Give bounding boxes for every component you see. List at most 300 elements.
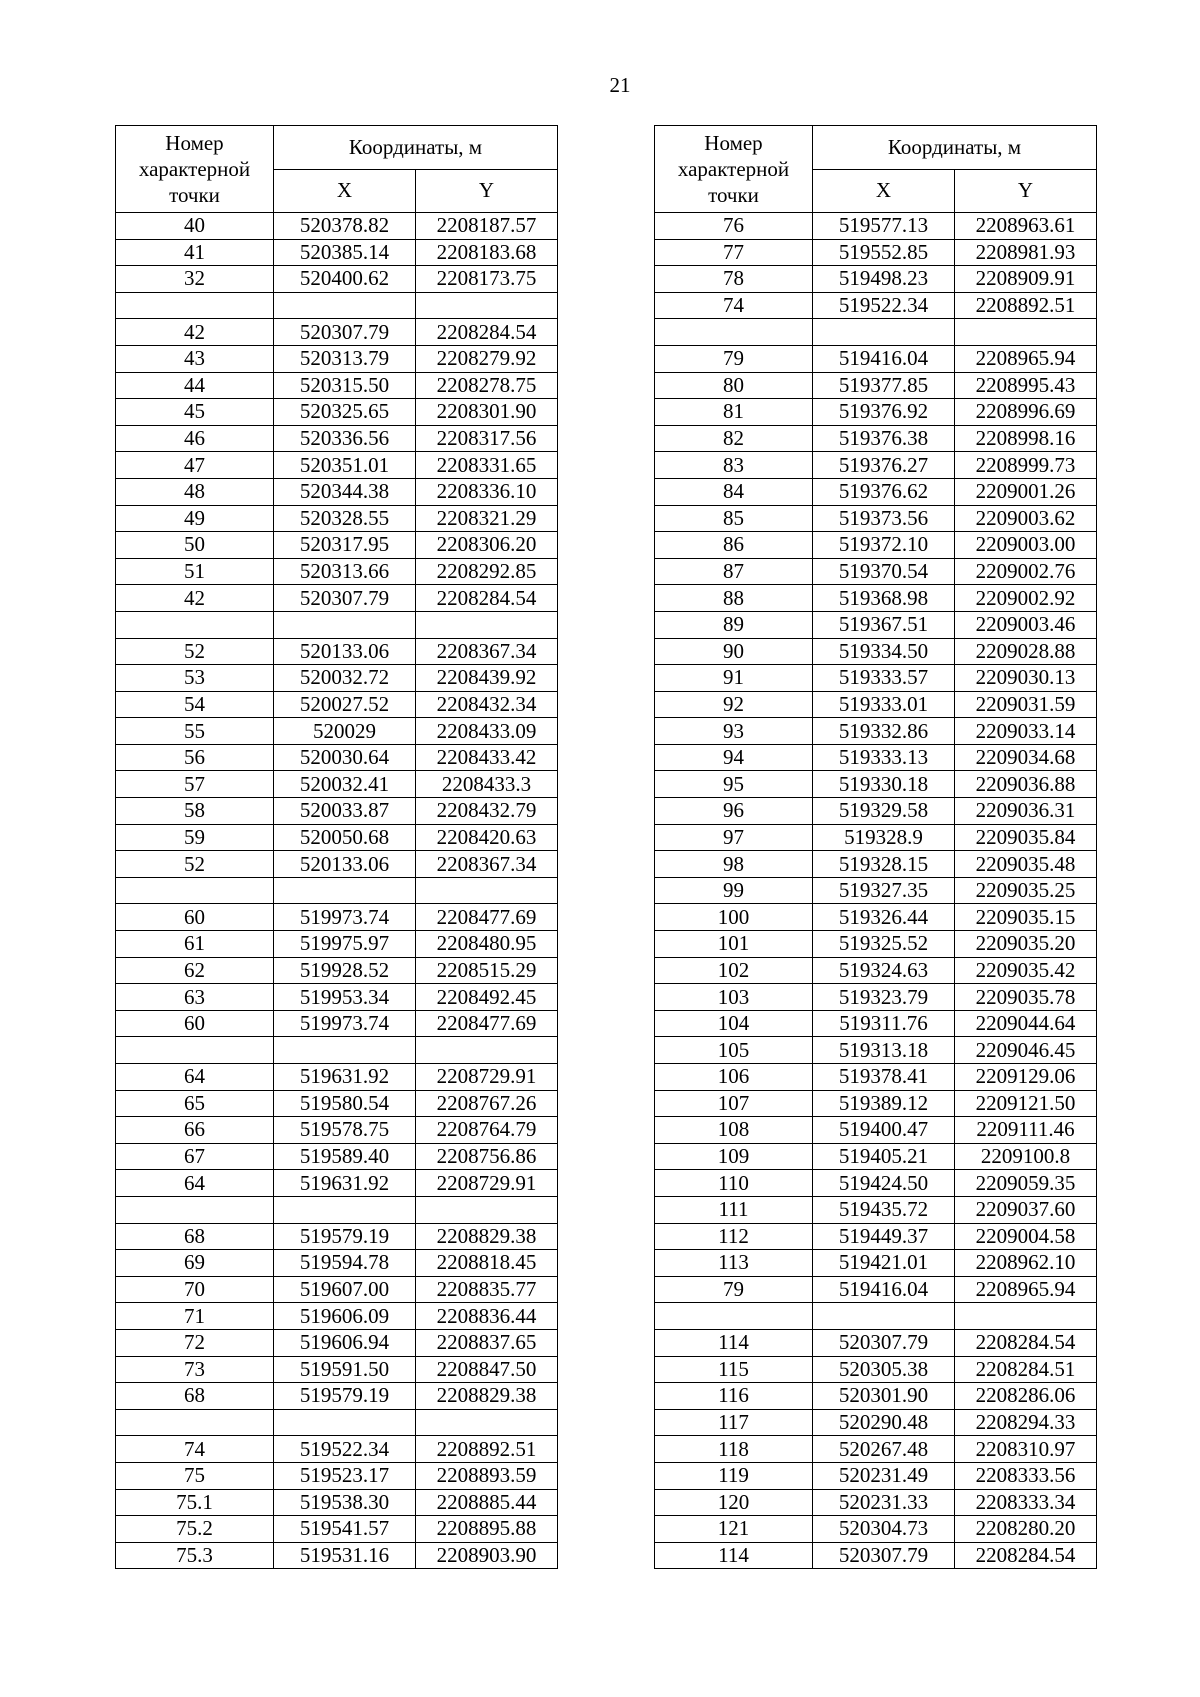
x-coordinate-cell: 519325.52	[813, 931, 955, 958]
table-row	[655, 1436, 1097, 1463]
table-row	[116, 691, 558, 718]
table-row	[116, 1303, 558, 1330]
y-coordinate-cell: 2209035.20	[955, 931, 1097, 958]
x-coordinate-cell: 520307.79	[274, 585, 416, 612]
x-coordinate-cell: 519449.37	[813, 1223, 955, 1250]
y-coordinate-cell: 2208367.34	[416, 638, 558, 665]
table-row	[116, 1383, 558, 1410]
x-coordinate-cell: 519373.56	[813, 505, 955, 532]
y-coordinate-cell: 2208963.61	[955, 213, 1097, 240]
point-number-cell: 118	[655, 1436, 813, 1463]
x-coordinate-cell: 519552.85	[813, 239, 955, 266]
x-coordinate-cell	[274, 1196, 416, 1223]
table-row	[116, 798, 558, 825]
y-coordinate-cell: 2209004.58	[955, 1223, 1097, 1250]
point-number-cell	[655, 319, 813, 346]
y-coordinate-cell: 2209035.25	[955, 877, 1097, 904]
point-number-header	[655, 126, 813, 213]
point-number-cell: 121	[655, 1516, 813, 1543]
y-coordinate-cell: 2208909.91	[955, 266, 1097, 293]
table-row	[655, 585, 1097, 612]
x-coordinate-cell: 519523.17	[274, 1462, 416, 1489]
table-row	[655, 1383, 1097, 1410]
table-row	[655, 532, 1097, 559]
point-number-cell: 60	[116, 1010, 274, 1037]
y-coordinate-cell: 2208492.45	[416, 984, 558, 1011]
y-coordinate-cell: 2208965.94	[955, 1276, 1097, 1303]
point-number-cell: 101	[655, 931, 813, 958]
y-coordinate-cell: 2208432.79	[416, 798, 558, 825]
table-row	[116, 957, 558, 984]
x-coordinate-cell: 520290.48	[813, 1409, 955, 1436]
point-number-cell: 108	[655, 1117, 813, 1144]
table-row-separator	[116, 1196, 558, 1223]
table-row	[655, 558, 1097, 585]
point-number-cell: 66	[116, 1117, 274, 1144]
y-coordinate-cell: 2208321.29	[416, 505, 558, 532]
y-coordinate-cell: 2209100.8	[955, 1143, 1097, 1170]
y-coordinate-cell: 2208892.51	[416, 1436, 558, 1463]
x-coordinate-cell: 519522.34	[274, 1436, 416, 1463]
x-coordinate-cell: 519376.62	[813, 478, 955, 505]
table-body-left	[116, 213, 558, 1569]
x-coordinate-cell: 519367.51	[813, 611, 955, 638]
point-number-header-label: Номер характерной точки	[138, 131, 251, 207]
y-coordinate-cell: 2208284.54	[416, 585, 558, 612]
x-coordinate-cell: 519313.18	[813, 1037, 955, 1064]
y-coordinate-cell: 2208829.38	[416, 1383, 558, 1410]
point-number-cell: 112	[655, 1223, 813, 1250]
point-number-cell: 53	[116, 665, 274, 692]
table-row-separator	[116, 292, 558, 319]
point-number-cell: 114	[655, 1329, 813, 1356]
table-row	[116, 1117, 558, 1144]
x-coordinate-cell: 520313.79	[274, 345, 416, 372]
coordinates-table-right	[654, 125, 1097, 1569]
x-coordinate-cell	[813, 1303, 955, 1330]
table-row	[116, 638, 558, 665]
table-row	[116, 1516, 558, 1543]
x-coordinate-cell: 519424.50	[813, 1170, 955, 1197]
x-coordinate-cell: 520231.33	[813, 1489, 955, 1516]
table-row	[655, 824, 1097, 851]
table-row	[116, 1329, 558, 1356]
point-number-cell: 43	[116, 345, 274, 372]
point-number-cell: 42	[116, 319, 274, 346]
x-coordinate-cell: 520032.72	[274, 665, 416, 692]
table-row	[655, 984, 1097, 1011]
y-coordinate-cell: 2208981.93	[955, 239, 1097, 266]
y-coordinate-cell: 2208279.92	[416, 345, 558, 372]
table-row	[116, 1010, 558, 1037]
point-number-cell	[116, 1196, 274, 1223]
table-row	[116, 851, 558, 878]
y-coordinate-cell: 2208892.51	[955, 292, 1097, 319]
x-coordinate-cell: 519333.13	[813, 744, 955, 771]
x-coordinate-cell: 519591.50	[274, 1356, 416, 1383]
y-coordinate-cell: 2208995.43	[955, 372, 1097, 399]
x-coordinate-cell: 519580.54	[274, 1090, 416, 1117]
x-coordinate-cell: 519416.04	[813, 345, 955, 372]
y-coordinate-cell: 2209035.42	[955, 957, 1097, 984]
point-number-cell: 78	[655, 266, 813, 293]
table-row-separator	[655, 319, 1097, 346]
x-coordinate-cell: 519370.54	[813, 558, 955, 585]
y-coordinate-cell: 2209035.48	[955, 851, 1097, 878]
point-number-cell: 32	[116, 266, 274, 293]
x-coordinate-cell: 519389.12	[813, 1090, 955, 1117]
x-coordinate-cell: 519405.21	[813, 1143, 955, 1170]
point-number-cell: 65	[116, 1090, 274, 1117]
point-number-cell: 70	[116, 1276, 274, 1303]
x-coordinate-cell: 519606.09	[274, 1303, 416, 1330]
y-coordinate-cell: 2208173.75	[416, 266, 558, 293]
table-row	[655, 611, 1097, 638]
y-coordinate-cell	[416, 877, 558, 904]
x-coordinate-cell: 519541.57	[274, 1516, 416, 1543]
y-coordinate-cell: 2208333.56	[955, 1462, 1097, 1489]
x-coordinate-cell: 520317.95	[274, 532, 416, 559]
x-coordinate-cell: 520307.79	[274, 319, 416, 346]
y-coordinate-cell: 2208477.69	[416, 1010, 558, 1037]
point-number-cell: 40	[116, 213, 274, 240]
table-row	[655, 452, 1097, 479]
x-coordinate-cell: 519328.9	[813, 824, 955, 851]
x-coordinate-cell: 519498.23	[813, 266, 955, 293]
table-row	[116, 505, 558, 532]
x-coordinate-cell: 520305.38	[813, 1356, 955, 1383]
table-row	[655, 957, 1097, 984]
point-number-cell: 75	[116, 1462, 274, 1489]
point-number-cell: 42	[116, 585, 274, 612]
x-coordinate-cell: 520032.41	[274, 771, 416, 798]
table-row	[655, 1064, 1097, 1091]
point-number-cell: 92	[655, 691, 813, 718]
point-number-cell: 110	[655, 1170, 813, 1197]
point-number-cell: 41	[116, 239, 274, 266]
table-row	[116, 1462, 558, 1489]
x-coordinate-cell: 520231.49	[813, 1462, 955, 1489]
y-coordinate-cell: 2208183.68	[416, 239, 558, 266]
point-number-cell: 80	[655, 372, 813, 399]
point-number-header	[116, 126, 274, 213]
x-coordinate-cell: 519973.74	[274, 904, 416, 931]
x-coordinate-cell: 519328.15	[813, 851, 955, 878]
table-row	[655, 1329, 1097, 1356]
y-coordinate-cell: 2208477.69	[416, 904, 558, 931]
point-number-cell: 76	[655, 213, 813, 240]
point-number-cell: 81	[655, 399, 813, 426]
point-number-cell: 119	[655, 1462, 813, 1489]
table-row	[655, 478, 1097, 505]
point-number-cell: 120	[655, 1489, 813, 1516]
y-coordinate-cell: 2209033.14	[955, 718, 1097, 745]
y-coordinate-cell: 2209036.31	[955, 798, 1097, 825]
table-row	[655, 1143, 1097, 1170]
table-row	[655, 213, 1097, 240]
y-coordinate-cell: 2208301.90	[416, 399, 558, 426]
x-coordinate-cell: 519323.79	[813, 984, 955, 1011]
point-number-cell: 57	[116, 771, 274, 798]
point-number-cell: 73	[116, 1356, 274, 1383]
x-coordinate-cell: 520385.14	[274, 239, 416, 266]
table-row	[655, 1010, 1097, 1037]
y-coordinate-cell	[416, 611, 558, 638]
x-coordinate-cell: 520315.50	[274, 372, 416, 399]
x-coordinate-cell: 519578.75	[274, 1117, 416, 1144]
point-number-cell: 97	[655, 824, 813, 851]
y-coordinate-cell: 2208433.09	[416, 718, 558, 745]
y-coordinate-cell: 2209003.46	[955, 611, 1097, 638]
point-number-cell: 67	[116, 1143, 274, 1170]
point-number-cell: 59	[116, 824, 274, 851]
point-number-cell: 95	[655, 771, 813, 798]
point-number-cell: 61	[116, 931, 274, 958]
coordinates-table-left	[115, 125, 558, 1569]
x-coordinate-cell	[274, 292, 416, 319]
x-coordinate-cell: 519522.34	[813, 292, 955, 319]
x-coordinate-cell: 519368.98	[813, 585, 955, 612]
x-coordinate-cell: 520050.68	[274, 824, 416, 851]
point-number-cell: 114	[655, 1542, 813, 1569]
point-number-cell: 62	[116, 957, 274, 984]
table-row	[116, 345, 558, 372]
table-row	[116, 239, 558, 266]
point-number-cell: 83	[655, 452, 813, 479]
x-coordinate-cell: 520267.48	[813, 1436, 955, 1463]
point-number-cell: 79	[655, 345, 813, 372]
y-coordinate-cell	[955, 1303, 1097, 1330]
y-coordinate-cell: 2208885.44	[416, 1489, 558, 1516]
point-number-cell: 56	[116, 744, 274, 771]
y-coordinate-cell: 2209059.35	[955, 1170, 1097, 1197]
table-row	[116, 904, 558, 931]
x-coordinate-cell: 519378.41	[813, 1064, 955, 1091]
table-row	[116, 1170, 558, 1197]
x-coordinate-cell: 520307.79	[813, 1542, 955, 1569]
y-coordinate-cell: 2208317.56	[416, 425, 558, 452]
y-coordinate-cell: 2208187.57	[416, 213, 558, 240]
x-coordinate-cell	[813, 319, 955, 346]
x-coordinate-cell: 519594.78	[274, 1250, 416, 1277]
y-coordinate-cell: 2208764.79	[416, 1117, 558, 1144]
x-coordinate-cell: 520328.55	[274, 505, 416, 532]
y-coordinate-cell: 2208767.26	[416, 1090, 558, 1117]
point-number-cell: 107	[655, 1090, 813, 1117]
table-row	[116, 1143, 558, 1170]
point-number-cell: 116	[655, 1383, 813, 1410]
point-number-cell: 88	[655, 585, 813, 612]
x-coordinate-cell: 519435.72	[813, 1196, 955, 1223]
table-row	[116, 1250, 558, 1277]
x-coordinate-cell: 520301.90	[813, 1383, 955, 1410]
point-number-cell: 104	[655, 1010, 813, 1037]
y-coordinate-cell: 2208306.20	[416, 532, 558, 559]
table-row	[655, 1090, 1097, 1117]
table-row	[116, 478, 558, 505]
x-coordinate-cell: 520029	[274, 718, 416, 745]
table-row	[655, 1223, 1097, 1250]
x-coordinate-cell	[274, 877, 416, 904]
y-coordinate-cell: 2208433.42	[416, 744, 558, 771]
x-coordinate-cell: 519953.34	[274, 984, 416, 1011]
y-coordinate-cell: 2208286.06	[955, 1383, 1097, 1410]
point-number-cell: 77	[655, 239, 813, 266]
x-coordinate-cell: 520344.38	[274, 478, 416, 505]
y-coordinate-cell: 2208284.51	[955, 1356, 1097, 1383]
table-row	[116, 425, 558, 452]
y-coordinate-cell: 2209035.15	[955, 904, 1097, 931]
x-coordinate-cell: 519579.19	[274, 1223, 416, 1250]
y-coordinate-cell: 2208965.94	[955, 345, 1097, 372]
point-number-cell: 91	[655, 665, 813, 692]
x-coordinate-cell: 519400.47	[813, 1117, 955, 1144]
x-coordinate-cell: 519311.76	[813, 1010, 955, 1037]
table-row	[655, 771, 1097, 798]
y-column-header: Y	[416, 169, 558, 213]
point-number-cell: 82	[655, 425, 813, 452]
y-coordinate-cell: 2209046.45	[955, 1037, 1097, 1064]
point-number-cell: 47	[116, 452, 274, 479]
x-coordinate-cell: 519376.92	[813, 399, 955, 426]
y-coordinate-cell: 2208439.92	[416, 665, 558, 692]
x-coordinate-cell: 519928.52	[274, 957, 416, 984]
table-row-separator	[116, 611, 558, 638]
point-number-cell: 75.3	[116, 1542, 274, 1569]
point-number-cell	[116, 1409, 274, 1436]
point-number-cell: 89	[655, 611, 813, 638]
point-number-cell: 63	[116, 984, 274, 1011]
point-number-cell: 54	[116, 691, 274, 718]
table-row	[655, 638, 1097, 665]
point-number-cell	[116, 1037, 274, 1064]
table-row	[655, 1356, 1097, 1383]
x-column-header: X	[813, 169, 955, 213]
point-number-cell: 117	[655, 1409, 813, 1436]
x-coordinate-cell: 519330.18	[813, 771, 955, 798]
y-coordinate-cell: 2209030.13	[955, 665, 1097, 692]
point-number-cell: 102	[655, 957, 813, 984]
y-coordinate-cell: 2208294.33	[955, 1409, 1097, 1436]
y-coordinate-cell: 2208829.38	[416, 1223, 558, 1250]
point-number-cell: 50	[116, 532, 274, 559]
y-coordinate-cell: 2208996.69	[955, 399, 1097, 426]
x-coordinate-cell: 519421.01	[813, 1250, 955, 1277]
y-coordinate-cell: 2208836.44	[416, 1303, 558, 1330]
table-row	[116, 558, 558, 585]
x-coordinate-cell: 519372.10	[813, 532, 955, 559]
table-row	[116, 1064, 558, 1091]
y-coordinate-cell	[955, 319, 1097, 346]
table-row	[116, 1090, 558, 1117]
y-coordinate-cell: 2208895.88	[416, 1516, 558, 1543]
table-row	[116, 585, 558, 612]
point-number-cell: 100	[655, 904, 813, 931]
x-coordinate-cell: 519334.50	[813, 638, 955, 665]
x-coordinate-cell: 520336.56	[274, 425, 416, 452]
y-coordinate-cell: 2208284.54	[416, 319, 558, 346]
x-coordinate-cell: 519332.86	[813, 718, 955, 745]
point-number-cell: 109	[655, 1143, 813, 1170]
x-coordinate-cell: 520033.87	[274, 798, 416, 825]
coordinates-header: Координаты, м	[274, 126, 558, 170]
point-number-cell: 68	[116, 1383, 274, 1410]
x-coordinate-cell: 520313.66	[274, 558, 416, 585]
point-number-cell: 75.1	[116, 1489, 274, 1516]
y-coordinate-cell: 2208998.16	[955, 425, 1097, 452]
table-row	[655, 718, 1097, 745]
table-row	[116, 718, 558, 745]
x-coordinate-cell: 520030.64	[274, 744, 416, 771]
y-coordinate-cell: 2208278.75	[416, 372, 558, 399]
point-number-cell: 44	[116, 372, 274, 399]
x-coordinate-cell: 520351.01	[274, 452, 416, 479]
x-coordinate-cell	[274, 1037, 416, 1064]
point-number-cell: 69	[116, 1250, 274, 1277]
x-coordinate-cell: 519377.85	[813, 372, 955, 399]
y-coordinate-cell: 2208331.65	[416, 452, 558, 479]
table-row	[655, 345, 1097, 372]
y-coordinate-cell: 2208310.97	[955, 1436, 1097, 1463]
table-row	[116, 1542, 558, 1569]
table-row	[116, 931, 558, 958]
y-coordinate-cell: 2208333.34	[955, 1489, 1097, 1516]
point-number-cell	[655, 1303, 813, 1330]
table-row	[116, 824, 558, 851]
y-coordinate-cell: 2208280.20	[955, 1516, 1097, 1543]
table-row	[655, 931, 1097, 958]
table-body-right	[655, 213, 1097, 1569]
point-number-cell: 106	[655, 1064, 813, 1091]
y-coordinate-cell: 2209003.62	[955, 505, 1097, 532]
table-row-separator	[116, 1409, 558, 1436]
table-row	[655, 1542, 1097, 1569]
table-row	[116, 771, 558, 798]
table-row	[116, 1223, 558, 1250]
y-coordinate-cell: 2208336.10	[416, 478, 558, 505]
y-coordinate-cell: 2209036.88	[955, 771, 1097, 798]
point-number-cell	[116, 292, 274, 319]
x-coordinate-cell: 520027.52	[274, 691, 416, 718]
point-number-cell: 51	[116, 558, 274, 585]
point-number-cell: 49	[116, 505, 274, 532]
point-number-cell: 87	[655, 558, 813, 585]
x-coordinate-cell: 520133.06	[274, 851, 416, 878]
y-coordinate-cell: 2208432.34	[416, 691, 558, 718]
point-number-cell: 75.2	[116, 1516, 274, 1543]
y-coordinate-cell: 2208962.10	[955, 1250, 1097, 1277]
table-row	[655, 1489, 1097, 1516]
x-coordinate-cell: 519329.58	[813, 798, 955, 825]
y-coordinate-cell: 2209035.84	[955, 824, 1097, 851]
point-number-cell: 103	[655, 984, 813, 1011]
x-coordinate-cell: 520133.06	[274, 638, 416, 665]
x-coordinate-cell: 519326.44	[813, 904, 955, 931]
x-coordinate-cell: 520378.82	[274, 213, 416, 240]
y-coordinate-cell: 2208515.29	[416, 957, 558, 984]
point-number-cell: 99	[655, 877, 813, 904]
table-row	[655, 1250, 1097, 1277]
coordinates-header: Координаты, м	[813, 126, 1097, 170]
table-row	[655, 665, 1097, 692]
y-coordinate-cell: 2209001.26	[955, 478, 1097, 505]
x-coordinate-cell: 520304.73	[813, 1516, 955, 1543]
y-coordinate-cell	[416, 1037, 558, 1064]
x-coordinate-cell: 519333.57	[813, 665, 955, 692]
table-row	[655, 1196, 1097, 1223]
table-row	[116, 319, 558, 346]
table-row	[116, 1276, 558, 1303]
